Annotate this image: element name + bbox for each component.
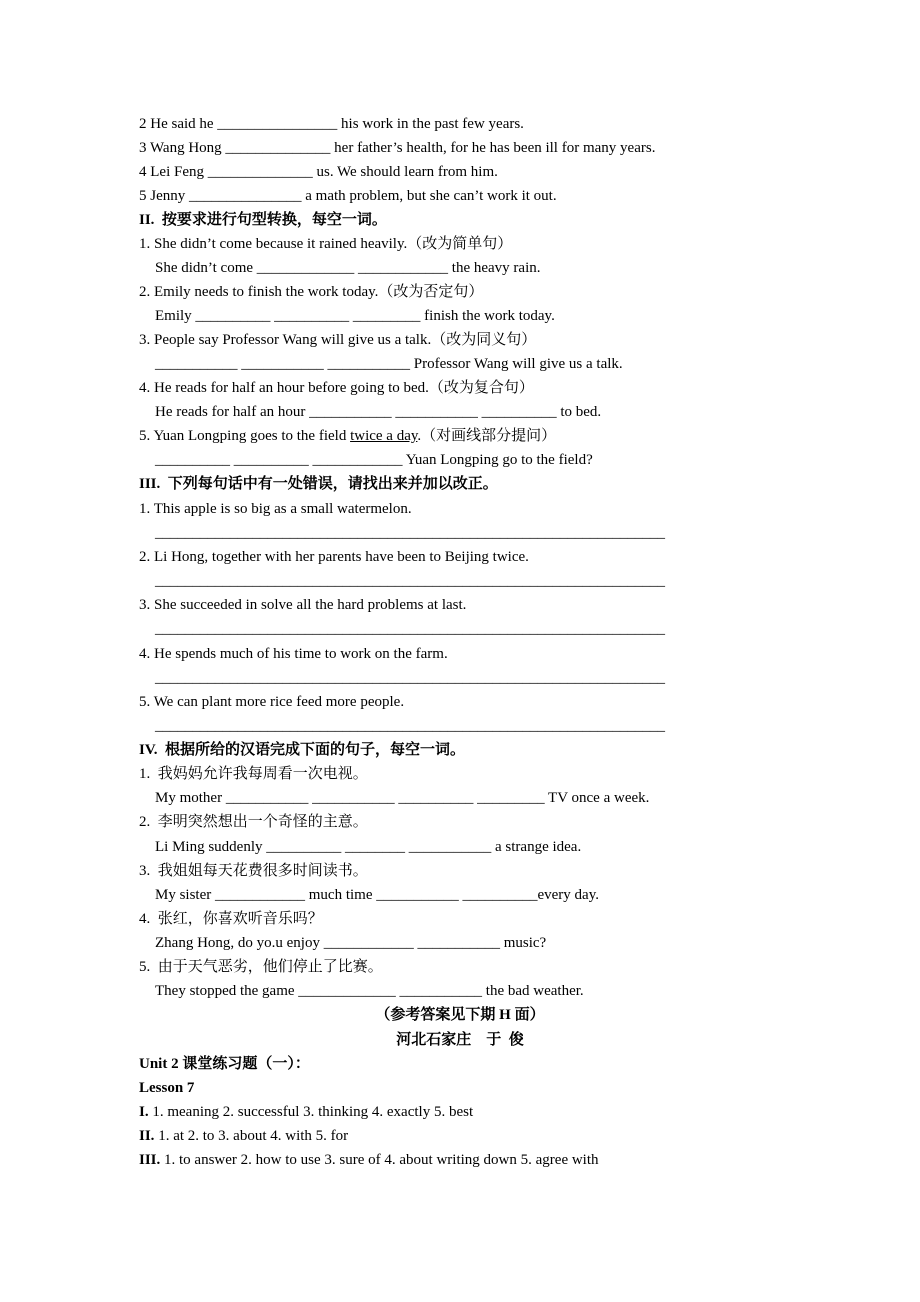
question-instruction: .（对画线部分提问） (417, 428, 557, 444)
correction-blank: ____________________________________________________________________ (155, 670, 665, 686)
answer-line: My sister ____________ much time ___________ __________every day. (155, 887, 599, 903)
section-heading-4: IV. 根据所给的汉语完成下面的句子，每空一词。 (139, 742, 465, 758)
answer-line: __________ __________ ____________ Yuan Longping go to the field? (155, 452, 593, 468)
chinese-prompt: 4. 张红，你喜欢听音乐吗？ (139, 911, 323, 927)
answer-key-line (139, 1103, 473, 1121)
error-sentence: 2. Li Hong, together with her parents have been to Beijing twice. (139, 549, 529, 565)
answer-key-line (139, 1151, 599, 1169)
chinese-prompt: 2. 李明突然想出一个奇怪的主意。 (139, 814, 368, 830)
correction-blank: ____________________________________________________________________ (155, 718, 665, 734)
answer-key-label: III. (139, 1152, 161, 1168)
correction-blank: ____________________________________________________________________ (155, 621, 665, 637)
answer-line: Zhang Hong, do yo.u enjoy ____________ ___________ music? (155, 935, 547, 951)
answer-line: Li Ming suddenly __________ ________ ___________ a strange idea. (155, 839, 582, 855)
answer-key-line (139, 1127, 348, 1145)
error-sentence: 1. This apple is so big as a small watermelon. (139, 501, 412, 517)
answer-reference-note: （参考答案见下期 H 面） (375, 1007, 545, 1023)
exercise-line: 5 Jenny _______________ a math problem, but she can’t work it out. (139, 188, 557, 204)
lesson-title: Lesson 7 (139, 1080, 195, 1096)
answer-line: ___________ ___________ ___________ Professor Wang will give us a talk. (155, 356, 623, 372)
exercise-line: 2 He said he ________________ his work in the past few years. (139, 116, 524, 132)
error-sentence: 5. We can plant more rice feed more people. (139, 694, 405, 710)
answer-line: My mother ___________ ___________ __________ _________ TV once a week. (155, 790, 650, 806)
section-heading-3: III. 下列每句话中有一处错误，请找出来并加以改正。 (139, 476, 498, 492)
underlined-phrase: twice a day (350, 428, 418, 444)
chinese-prompt: 3. 我姐姐每天花费很多时间读书。 (139, 863, 368, 879)
answer-line: She didn’t come _____________ ____________ the heavy rain. (155, 260, 541, 276)
chinese-prompt: 1. 我妈妈允许我每周看一次电视。 (139, 766, 368, 782)
answer-key-label: I. (139, 1104, 149, 1120)
question-line: 2. Emily needs to finish the work today.（改为否定句） (139, 284, 484, 300)
answer-line: Emily __________ __________ _________ finish the work today. (155, 308, 555, 324)
answer-line: He reads for half an hour ___________ ___________ __________ to bed. (155, 404, 602, 420)
chinese-prompt: 5. 由于天气恶劣，他们停止了比赛。 (139, 959, 383, 975)
question-line (139, 427, 556, 445)
answer-line: They stopped the game _____________ ___________ the bad weather. (155, 983, 584, 999)
answer-key-text: 1. meaning 2. successful 3. thinking 4. exactly 5. best (148, 1104, 474, 1120)
question-line: 1. She didn’t come because it rained heavily.（改为简单句） (139, 236, 513, 252)
exercise-line: 3 Wang Hong ______________ her father’s health, for he has been ill for many years. (139, 140, 656, 156)
author-line: 河北石家庄 于 俊 (396, 1032, 524, 1048)
question-line: 3. People say Professor Wang will give us a talk.（改为同义句） (139, 332, 537, 348)
exercise-line: 4 Lei Feng ______________ us. We should learn from him. (139, 164, 498, 180)
correction-blank: ____________________________________________________________________ (155, 573, 665, 589)
answer-key-label: II. (139, 1128, 155, 1144)
answers-title: Unit 2 课堂练习题（一）： (139, 1056, 310, 1072)
section-heading-2: II. 按要求进行句型转换，每空一词。 (139, 212, 387, 228)
correction-blank: ____________________________________________________________________ (155, 525, 665, 541)
question-text: 5. Yuan Longping goes to the field (139, 428, 351, 444)
error-sentence: 3. She succeeded in solve all the hard problems at last. (139, 597, 467, 613)
error-sentence: 4. He spends much of his time to work on the farm. (139, 646, 448, 662)
question-line: 4. He reads for half an hour before going to bed.（改为复合句） (139, 380, 534, 396)
answer-key-text: 1. to answer 2. how to use 3. sure of 4. about writing down 5. agree with (160, 1152, 599, 1168)
answer-key-text: 1. at 2. to 3. about 4. with 5. for (154, 1128, 349, 1144)
